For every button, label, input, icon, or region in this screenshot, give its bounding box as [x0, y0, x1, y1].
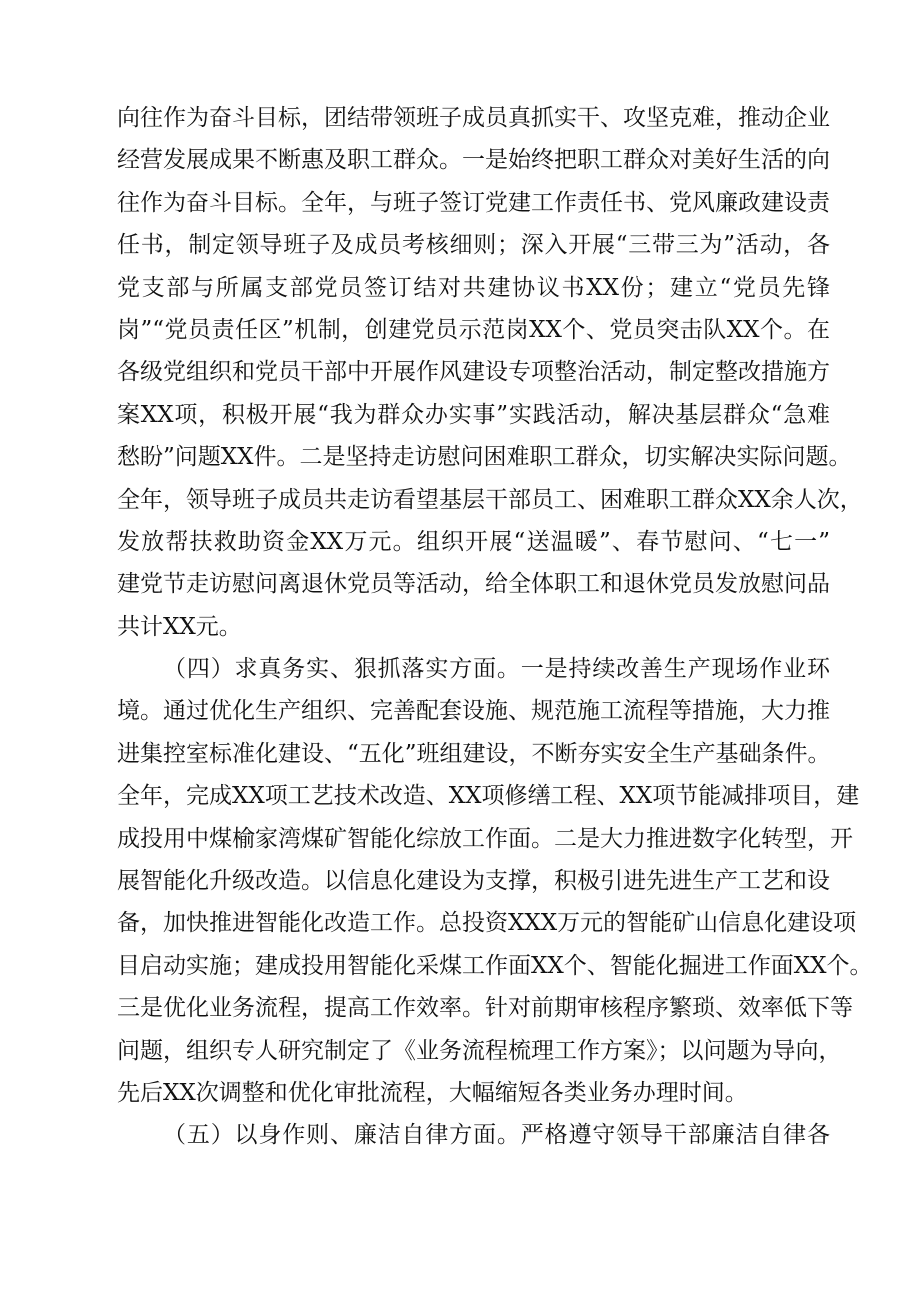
text-line: 进集控室标准化建设、“五化”班组建设，不断夯实安全生产基础条件。 [117, 740, 831, 767]
text-line: 成投用中煤榆家湾煤矿智能化综放工作面。二是大力推进数字化转型，开 [117, 825, 853, 852]
paragraph-1 [117, 97, 863, 648]
text-line: 全年，领导班子成员共走访看望基层干部员工、困难职工群众XX余人次， [117, 486, 863, 513]
text-line: 各级党组织和党员干部中开展作风建设专项整治活动，制定整改措施方 [117, 359, 830, 386]
paragraph-2-section-four [117, 648, 873, 1114]
text-line: 目启动实施；建成投用智能化采煤工作面XX个、智能化掘进工作面XX个。 [117, 952, 873, 979]
text-line: 全年，完成XX项工艺技术改造、XX项修缮工程、XX项节能减排项目，建 [117, 783, 860, 810]
text-line: 党支部与所属支部党员签订结对共建协议书XX份；建立“党员先锋 [117, 274, 830, 301]
text-line: 任书，制定领导班子及成员考核细则；深入开展“三带三为”活动，各 [117, 232, 830, 259]
text-line: 展智能化升级改造。以信息化建设为支撑，积极引进先进生产工艺和设 [117, 868, 830, 895]
text-line: 境。通过优化生产组织、完善配套设施、规范施工流程等措施，大力推 [117, 698, 830, 725]
paragraph-3-section-five [117, 1114, 830, 1156]
section-heading-line: （五）以身作则、廉洁自律方面。严格遵守领导干部廉洁自律各 [163, 1122, 830, 1149]
text-line: 共计XX元。 [117, 613, 242, 640]
text-line: 建党节走访慰问离退休党员等活动，给全体职工和退休党员发放慰问品 [117, 571, 830, 598]
text-line: 岗”“党员责任区”机制，创建党员示范岗XX个、党员突击队XX个。在 [117, 316, 830, 343]
text-line: 三是优化业务流程，提高工作效率。针对前期审核程序繁琐、效率低下等 [117, 995, 853, 1022]
text-line: 问题，组织专人研究制定了《业务流程梳理工作方案》；以问题为导向， [117, 1037, 842, 1064]
section-heading-line: （四）求真务实、狠抓落实方面。一是持续改善生产现场作业环 [163, 656, 830, 683]
text-line: 案XX项，积极开展“我为群众办实事”实践活动，解决基层群众“急难 [117, 401, 830, 428]
text-line: 备，加快推进智能化改造工作。总投资XXX万元的智能矿山信息化建设项 [117, 910, 857, 937]
text-line: 往作为奋斗目标。全年，与班子签订党建工作责任书、党风廉政建设责 [117, 189, 830, 216]
text-line: 经营发展成果不断惠及职工群众。一是始终把职工群众对美好生活的向 [117, 147, 830, 174]
text-line: 发放帮扶救助资金XX万元。组织开展“送温暖”、春节慰问、“七一” [117, 528, 830, 555]
text-line: 先后XX次调整和优化审批流程，大幅缩短各类业务办理时间。 [117, 1079, 748, 1106]
text-line: 向往作为奋斗目标，团结带领班子成员真抓实干、攻坚克难，推动企业 [117, 105, 830, 131]
document-page [117, 97, 873, 1157]
text-line: 愁盼”问题XX件。二是坚持走访慰问困难职工群众，切实解决实际问题。 [117, 444, 852, 471]
